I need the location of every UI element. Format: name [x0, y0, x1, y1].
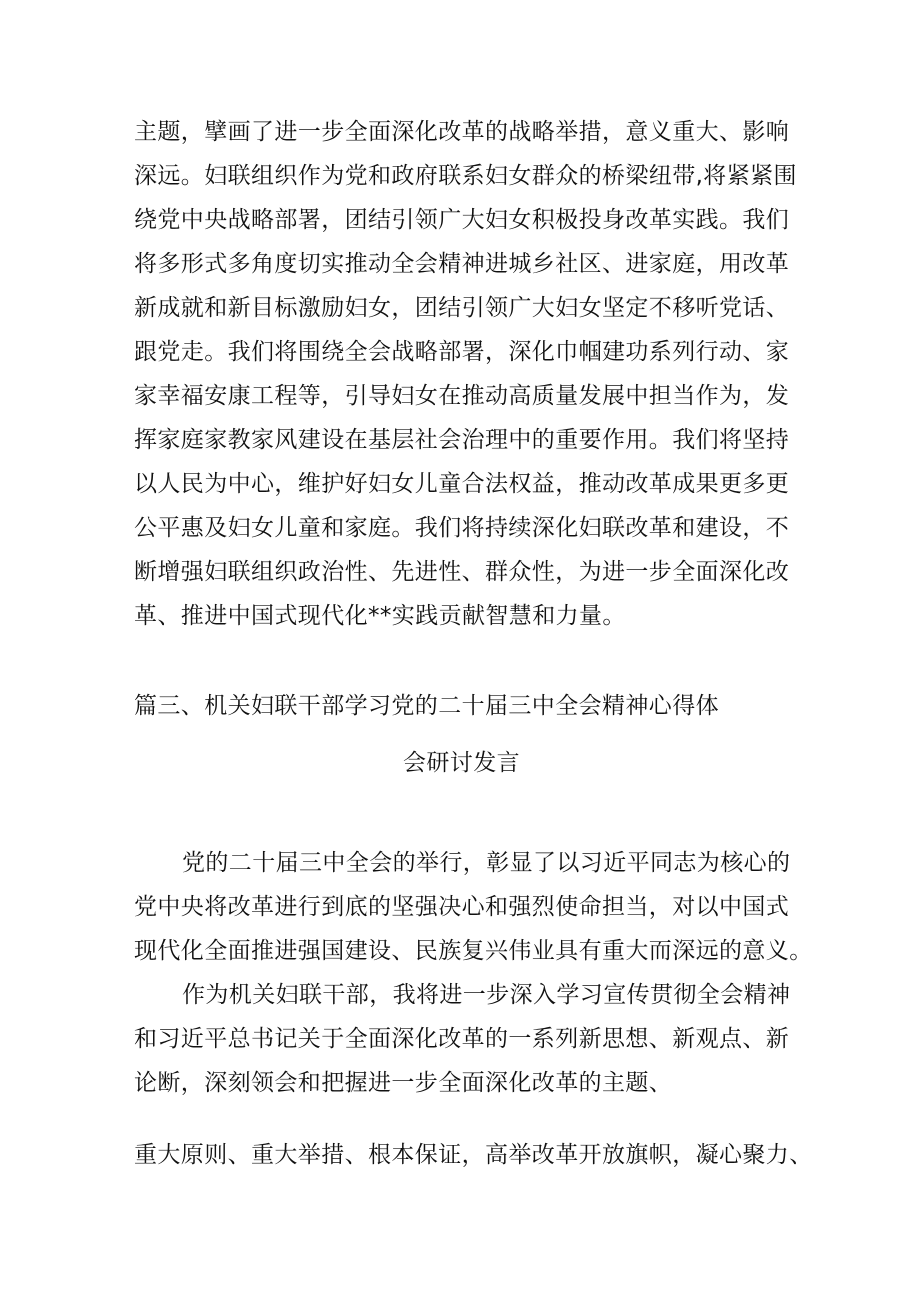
body-text-line: 断增强妇联组织政治性、先进性、群众性，为进一步全面深化改 [134, 559, 790, 585]
body-text-line: 作为机关妇联干部，我将进一步深入学习宣传贯彻全会精神 [182, 982, 791, 1008]
body-text-line: 绕党中央战略部署，团结引领广大妇女积极投身改革实践。我们 [134, 207, 790, 233]
body-text-line: 革、推进中国式现代化**实践贡献智慧和力量。 [134, 603, 626, 629]
body-text-line: 现代化全面推进强国建设、民族复兴伟业具有重大而深远的意义。 [134, 938, 813, 964]
body-text-line: 深远。妇联组织作为党和政府联系妇女群众的桥梁纽带,将紧紧围 [134, 163, 797, 189]
body-text-line: 将多形式多角度切实推动全会精神进城乡社区、进家庭，用改革 [134, 251, 790, 277]
body-text-line: 党中央将改革进行到底的坚强决心和强烈使命担当，对以中国式 [134, 894, 790, 920]
body-text-line: 重大原则、重大举措、根本保证，高举改革开放旗帜，凝心聚力、 [134, 1142, 813, 1168]
section-heading-line-2: 会研讨发言 [403, 750, 520, 776]
body-text-line: 家幸福安康工程等，引导妇女在推动高质量发展中担当作为，发 [134, 383, 790, 409]
section-heading-line-1: 篇三、机关妇联干部学习党的二十届三中全会精神心得体 [134, 693, 719, 719]
body-text-line: 党的二十届三中全会的举行，彰显了以习近平同志为核心的 [182, 850, 791, 876]
body-text-line: 论断，深刻领会和把握进一步全面深化改革的主题、 [134, 1070, 673, 1096]
body-text-line: 跟党走。我们将围绕全会战略部署，深化巾帼建功系列行动、家 [134, 339, 790, 365]
body-text-line: 新成就和新目标激励妇女，团结引领广大妇女坚定不移听党话、 [134, 295, 790, 321]
body-text-line: 公平惠及妇女儿童和家庭。我们将持续深化妇联改革和建设，不 [134, 515, 790, 541]
body-text-line: 主题，擘画了进一步全面深化改革的战略举措，意义重大、影响 [134, 119, 790, 145]
body-text-line: 和习近平总书记关于全面深化改革的一系列新思想、新观点、新 [134, 1026, 790, 1052]
body-text-line: 挥家庭家教家风建设在基层社会治理中的重要作用。我们将坚持 [134, 427, 790, 453]
body-text-line: 以人民为中心，维护好妇女儿童合法权益，推动改革成果更多更 [134, 471, 790, 497]
